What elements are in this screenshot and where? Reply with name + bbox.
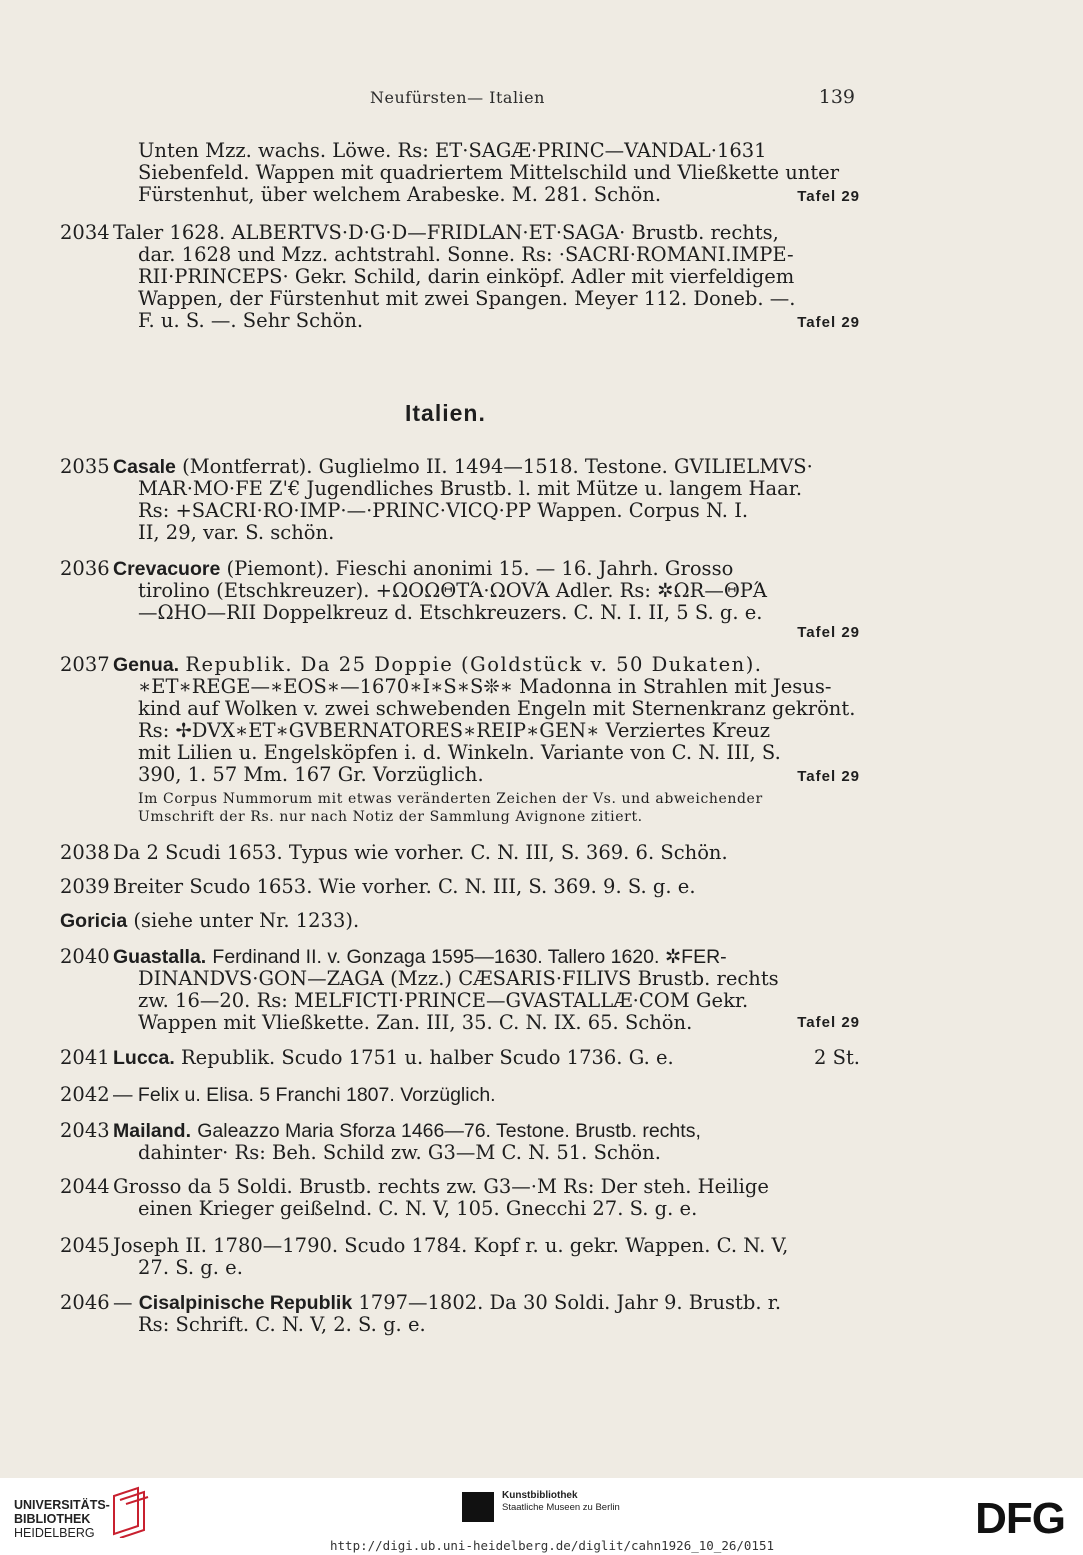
university-library-emblem-icon — [110, 1486, 150, 1538]
entry-number: 2041 — [60, 1046, 110, 1069]
text-line: 1797—1802. Da 30 Soldi. Jahr 9. Brustb. r. — [358, 1292, 782, 1314]
university-library-logo[interactable] — [14, 1498, 110, 1540]
section-heading: Italien. — [405, 400, 486, 426]
logo-line: UNIVERSITÄTS- — [14, 1498, 110, 1512]
place-name: Goricia — [60, 910, 128, 932]
entry-number: 2035 — [60, 455, 110, 478]
entry-2045 — [60, 1235, 860, 1279]
place-name: Genua. — [113, 654, 180, 676]
text-line: Wappen mit Vließkette. Zan. III, 35. C. N. IX. 65. Schön. — [138, 1012, 693, 1034]
footer-bar — [0, 1478, 1083, 1555]
place-name: Casale — [113, 456, 176, 478]
kunstbibliothek-label — [502, 1490, 620, 1514]
text-line: DINANDVS·GON—ZAGA (Mzz.) CÆSARIS·FILIVS Brustb. rechts — [138, 968, 779, 990]
plate-reference: Tafel 29 — [797, 188, 860, 205]
text-line: Republik. Scudo 1751 u. halber Scudo 1736. G. e. — [180, 1047, 674, 1069]
text-line: (Piemont). Fieschi anonimi 15. — 16. Jahrh. Grosso — [226, 558, 734, 580]
text-line: —ΩHO—RII Doppelkreuz d. Etschkreuzers. C. N. I. II, 5 S. g. e. — [138, 602, 763, 624]
text-line: F. u. S. —. Sehr Schön. — [138, 310, 364, 332]
footnote-line: Im Corpus Nummorum mit etwas veränderten Zeichen der Vs. und abweichender — [138, 791, 763, 807]
text-line: Joseph II. 1780—1790. Scudo 1784. Kopf r. u. gekr. Wappen. C. N. V, — [113, 1235, 789, 1257]
place-name: Crevacuore — [113, 558, 221, 580]
entry-2036 — [60, 558, 860, 642]
text-line: 27. S. g. e. — [138, 1257, 243, 1279]
text-line: Rs: Schrift. C. N. V, 2. S. g. e. — [138, 1314, 426, 1336]
entry-2038 — [60, 842, 860, 864]
text-line: Rs: +SACRI·RO·IMP·—·PRINC·VICQ·PP Wappen. Corpus N. I. — [138, 500, 749, 522]
running-title: Neufürsten— Italien — [370, 88, 545, 107]
entry-2040 — [60, 946, 860, 1034]
dash-prefix: — — [113, 1292, 133, 1314]
text-line: tirolino (Etschkreuzer). +ΩOΩΘTΆ·ΩOVΆ Adler. Rs: ✲ΩR—ΘPΆ — [138, 580, 768, 602]
kunstbibliothek-logo-icon — [462, 1492, 494, 1522]
entry-number: 2039 — [60, 875, 110, 898]
text-line: Unten Mzz. wachs. Löwe. Rs: ET·SAGÆ·PRINC—VANDAL·1631 — [138, 140, 767, 162]
footnote-line: Umschrift der Rs. nur nach Notiz der Sammlung Avignone zitiert. — [138, 809, 643, 825]
text-line: Republik. Da 25 Doppie (Goldstück v. 50 Dukaten). — [185, 654, 763, 676]
entry-number: 2038 — [60, 841, 110, 864]
place-name: Lucca. — [113, 1047, 175, 1069]
plate-reference: Tafel 29 — [797, 768, 860, 785]
entry-number: 2042 — [60, 1083, 110, 1106]
text-line: dar. 1628 und Mzz. achtstrahl. Sonne. Rs: ·SACRI·ROMANI.IMPE- — [138, 244, 794, 266]
entry-number: 2044 — [60, 1175, 110, 1198]
text-line: Fürstenhut, über welchem Arabeske. M. 281. Schön. — [138, 184, 662, 206]
text-line: kind auf Wolken v. zwei schwebenden Engeln mit Sternenkranz gekrönt. — [138, 698, 856, 720]
text-line: dahinter· Rs: Beh. Schild zw. G3—M C. N. 51. Schön. — [138, 1142, 661, 1164]
text-line: Rs: ✢DVX∗ET∗GVBERNATORES∗REIP∗GEN∗ Verziertes Kreuz — [138, 720, 770, 742]
text-line: mit Lilien u. Engelsköpfen i. d. Winkeln. Variante von C. N. III, S. — [138, 742, 781, 764]
plate-reference: Tafel 29 — [797, 1014, 860, 1031]
entry-2033-continuation — [60, 140, 860, 206]
plate-reference: Tafel 29 — [797, 314, 860, 331]
entry-2035 — [60, 456, 860, 546]
text-line: Taler 1628. ALBERTVS·D·G·D—FRIDLAN·ET·SAGA· Brustb. rechts, — [113, 222, 779, 244]
text-line: zw. 16—20. Rs: MELFICTI·PRINCE—GVASTALLÆ·COM Gekr. — [138, 990, 749, 1012]
text-line: — Felix u. Elisa. 5 Franchi 1807. Vorzüglich. — [113, 1084, 496, 1106]
plate-reference: Tafel 29 — [797, 624, 860, 641]
text-line: einen Krieger geißelnd. C. N. V, 105. Gnecchi 27. S. g. e. — [138, 1198, 698, 1220]
place-name: Mailand. — [113, 1120, 192, 1142]
entry-goricia — [60, 910, 860, 932]
text-line: Ferdinand II. v. Gonzaga 1595—1630. Tallero 1620. ✲FER- — [212, 946, 727, 968]
entry-2034 — [60, 222, 860, 334]
entry-2044 — [60, 1176, 860, 1220]
entry-number: 2043 — [60, 1119, 110, 1142]
entry-number: 2034 — [60, 221, 110, 244]
entry-2041 — [60, 1047, 860, 1069]
place-name: Cisalpinische Republik — [138, 1292, 353, 1314]
text-line: ∗ET∗REGE—∗EOS∗—1670∗I∗S∗S❊∗ Madonna in Strahlen mit Jesus- — [138, 676, 832, 698]
text-line: Breiter Scudo 1653. Wie vorher. C. N. III, S. 369. 9. S. g. e. — [113, 876, 696, 898]
text-line: Da 2 Scudi 1653. Typus wie vorher. C. N. III, S. 369. 6. Schön. — [113, 842, 728, 864]
entry-number: 2037 — [60, 653, 110, 676]
text-line: II, 29, var. S. schön. — [138, 522, 335, 544]
text-line: (siehe unter Nr. 1233). — [133, 910, 360, 932]
entry-2039 — [60, 876, 860, 898]
entry-2037 — [60, 654, 860, 832]
entry-2046 — [60, 1292, 860, 1336]
text-line: Grosso da 5 Soldi. Brustb. rechts zw. G3—·M Rs: Der steh. Heilige — [113, 1176, 769, 1198]
text-line: RII·PRINCEPS· Gekr. Schild, darin einköpf. Adler mit vierfeldigem — [138, 266, 795, 288]
place-name: Guastalla. — [113, 946, 207, 968]
text-line: Wappen, der Fürstenhut mit zwei Spangen. Meyer 112. Doneb. —. — [138, 288, 796, 310]
text-line: 390, 1. 57 Mm. 167 Gr. Vorzüglich. — [138, 764, 484, 786]
text-line: (Montferrat). Guglielmo II. 1494—1518. Testone. GVILIELMVS· — [182, 456, 813, 478]
permalink-url[interactable]: http://digi.ub.uni-heidelberg.de/diglit/cahn1926_10_26/0151 — [330, 1538, 775, 1553]
text-line: MAR·MO·FE Z'€ Jugendliches Brustb. l. mit Mütze u. langem Haar. — [138, 478, 803, 500]
kb-subtitle: Staatliche Museen zu Berlin — [502, 1502, 620, 1513]
entry-number: 2045 — [60, 1234, 110, 1257]
page-number: 139 — [818, 86, 855, 108]
kb-title: Kunstbibliothek — [502, 1490, 578, 1501]
logo-line: BIBLIOTHEK — [14, 1512, 91, 1526]
entry-number: 2046 — [60, 1291, 110, 1314]
item-count: 2 St. — [814, 1046, 860, 1069]
text-line: Siebenfeld. Wappen mit quadriertem Mittelschild und Vließkette unter — [138, 162, 840, 184]
entry-number: 2040 — [60, 945, 110, 968]
logo-line: HEIDELBERG — [14, 1526, 95, 1540]
entry-2043 — [60, 1120, 860, 1164]
entry-number: 2036 — [60, 557, 110, 580]
dfg-logo[interactable]: DFG — [975, 1494, 1065, 1543]
text-line: Galeazzo Maria Sforza 1466—76. Testone. Brustb. rechts, — [197, 1120, 701, 1142]
entry-2042 — [60, 1084, 860, 1106]
